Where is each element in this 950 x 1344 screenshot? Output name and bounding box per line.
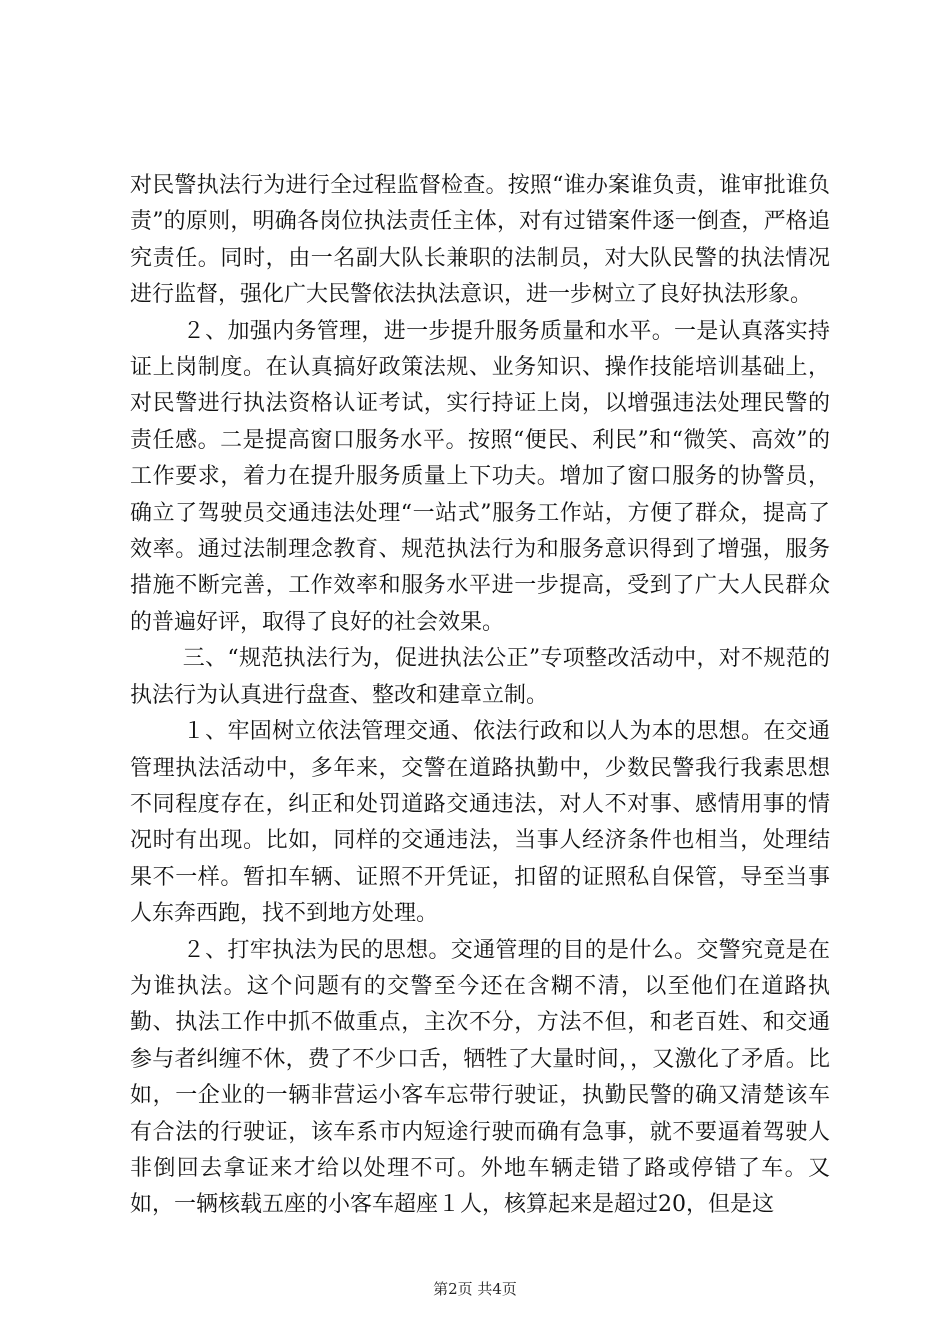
paragraph-3: 三、“规范执法行为，促进执法公正”专项整改活动中，对不规范的执法行为认真进行盘查、整改和建章立制。 — [130, 646, 830, 708]
document-body — [130, 168, 830, 1224]
paragraph-5: ２、打牢执法为民的思想。交通管理的目的是什么。交警究竟是在为谁执法。这个问题有的交警至今还在含糊不清，以至他们在道路执勤、执法工作中抓不做重点，主次不分，方法不但，和老百姓、和交通参与者纠缠不休，费了不少口舌，牺牲了大量时间，，又激化了矛盾。比如，一企业的一辆非营运小客车忘带行驶证，执勤民警的确又清楚该车有合法的行驶证，该车系市内短途行驶而确有急事，就不要逼着驾驶人非倒回去拿证来才给以处理不可。外地车辆走错了路或停错了车。又如，一辆核载五座的小客车超座１人，核算起来是超过20，但是这 — [130, 937, 830, 1218]
page-number-footer: 第2页 共4页 — [433, 1280, 517, 1298]
paragraph-2: ２、加强内务管理，进一步提升服务质量和水平。一是认真落实持证上岗制度。在认真搞好政策法规、业务知识、操作技能培训基础上，对民警进行执法资格认证考试，实行持证上岗，以增强违法处理民警的责任感。二是提高窗口服务水平。按照“便民、利民”和“微笑、高效”的工作要求，着力在提升服务质量上下功夫。增加了窗口服务的协警员，确立了驾驶员交通违法处理“一站式”服务工作站，方便了群众，提高了效率。通过法制理念教育、规范执法行为和服务意识得到了增强，服务措施不断完善，工作效率和服务水平进一步提高，受到了广大人民群众的普遍好评，取得了良好的社会效果。 — [130, 318, 830, 635]
paragraph-4: １、牢固树立依法管理交通、依法行政和以人为本的思想。在交通管理执法活动中，多年来，交警在道路执勤中，少数民警我行我素思想不同程度存在，纠正和处罚道路交通违法，对人不对事、感情用事的情况时有出现。比如，同样的交通违法，当事人经济条件也相当，处理结果不一样。暂扣车辆、证照不开凭证，扣留的证照私自保管，导至当事人东奔西跑，找不到地方处理。 — [130, 719, 830, 927]
paragraph-1: 对民警执法行为进行全过程监督检查。按照“谁办案谁负责，谁审批谁负责”的原则，明确各岗位执法责任主体，对有过错案件逐一倒查，严格追究责任。同时，由一名副大队长兼职的法制员，对大队民警的执法情况进行监督，强化广大民警依法执法意识，进一步树立了良好执法形象。 — [130, 173, 830, 308]
